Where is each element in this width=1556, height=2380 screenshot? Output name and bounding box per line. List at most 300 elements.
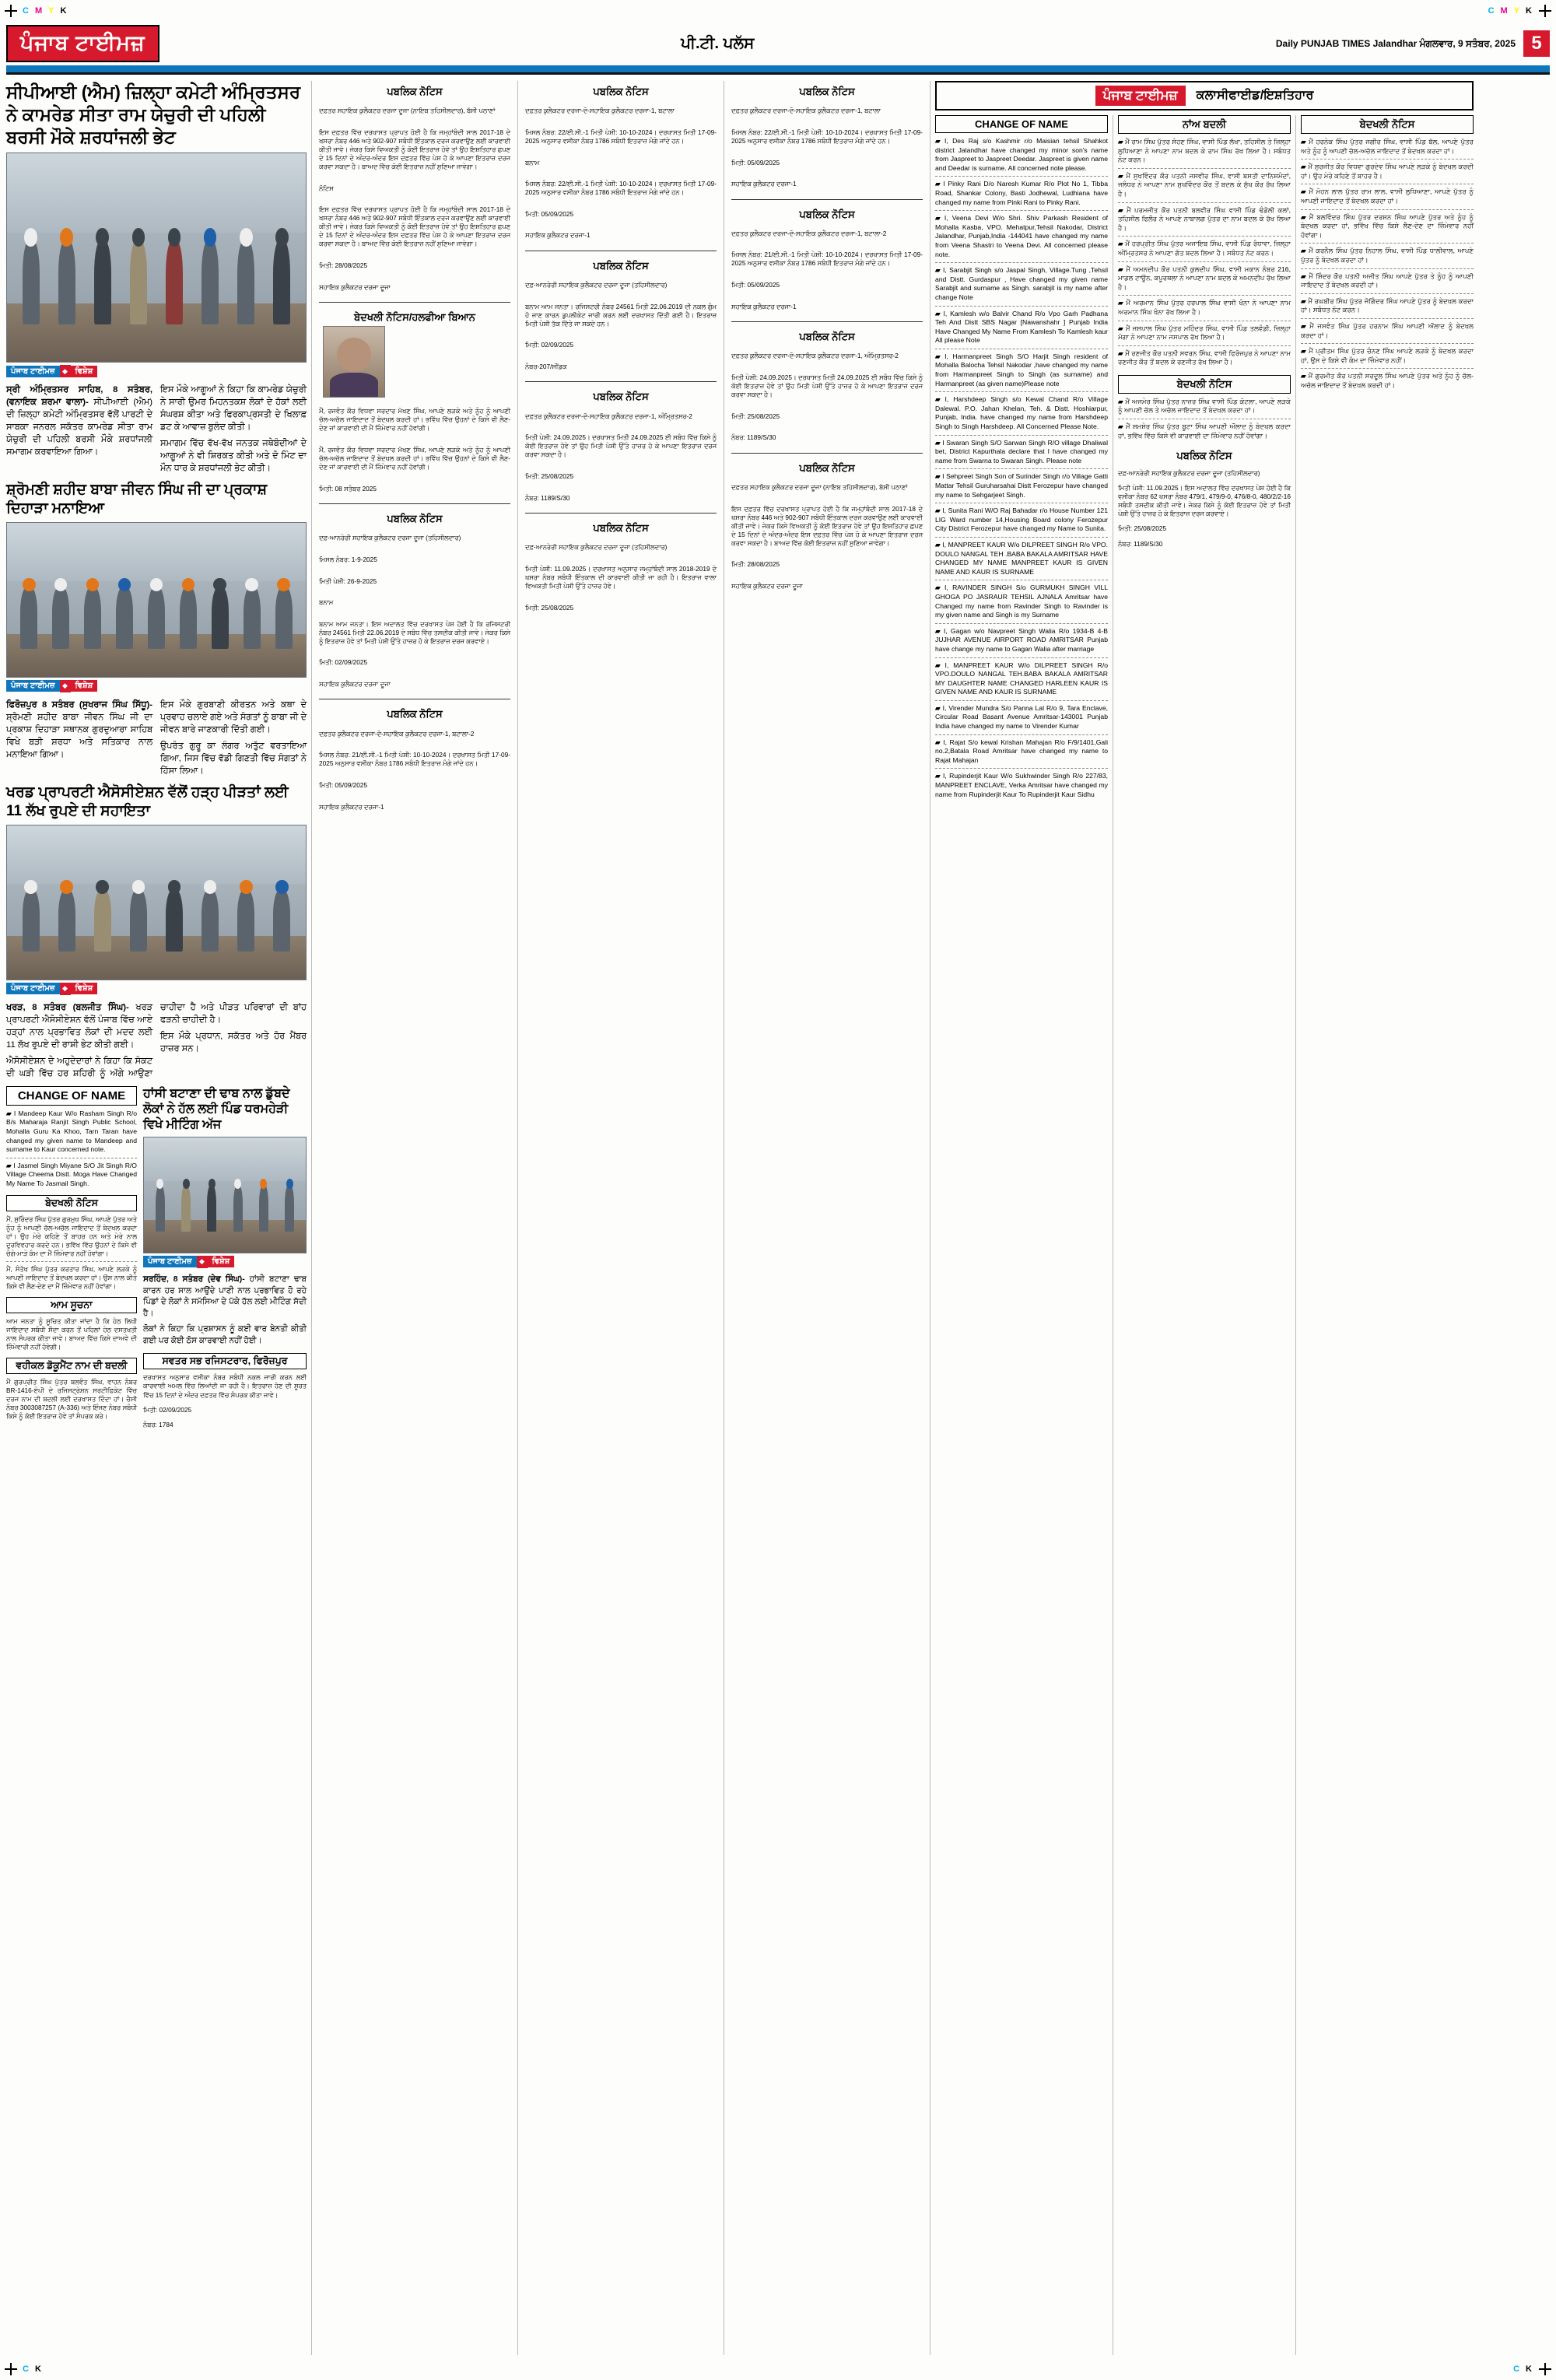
bullet-icon-n5: ▰ xyxy=(1117,265,1127,273)
con-item-3 xyxy=(935,214,1108,259)
bullet-icon-b1: ▰ xyxy=(1300,138,1309,145)
cmyk-k: K xyxy=(60,6,68,16)
con-item-7 xyxy=(935,395,1108,431)
pn-d-3-sign: ਨੰਬਰ: 1189/S/30 xyxy=(731,433,776,442)
edition-line: Daily PUNJAB TIMES Jalandhar ਮੰਗਲਵਾਰ, 9 ਸਤੰਬਰ, 2025 xyxy=(1275,37,1516,49)
pn-8-body: ਮਿਤੀ ਪੇਸ਼ੀ: 11.09.2025। ਦਰਖਾਸਤ ਅਨੁਸਾਰ ਜਮ੍ਹਾਂਬੰਦੀ ਸਾਲ 2018-2019 ਦੇ ਖਸਰਾ ਨੰਬਰ ਸਬੰਧੀ ਇੰਤਕਾਲ ਦੀ ਕਾਰਵਾਈ ਕੀਤੀ ਜਾ ਰਹੀ ਹੈ। ਇਤਰਾਜ਼ ਵਾਲਾ ਵਿਅਕਤੀ ਮਿਤੀ ਪੇਸ਼ੀ ਉੱਤੇ ਹਾਜ਼ਰ ਹੋਵੇ। xyxy=(525,564,717,590)
bd-text-5: ਮੈਂ ਕਰਨੈਲ ਸਿੰਘ ਪੁੱਤਰ ਨਿਹਾਲ ਸਿੰਘ, ਵਾਸੀ ਪਿੰਡ ਧਾਲੀਵਾਲ, ਆਪਣੇ ਪੁੱਤਰ ਨੂੰ ਬੇਦਖਲ ਕਰਦਾ ਹਾਂ। xyxy=(1300,247,1474,264)
pn-d-3-title: ਪਬਲਿਕ ਨੋਟਿਸ xyxy=(799,331,855,343)
bd-text-9: ਮੈਂ ਪ੍ਰੀਤਮ ਸਿੰਘ ਪੁੱਤਰ ਚੰਨਣ ਸਿੰਘ ਆਪਣੇ ਲੜਕੇ ਨੂੰ ਬੇਦਖਲ ਕਰਦਾ ਹਾਂ, ਉਸ ਦੇ ਕਿਸੇ ਵੀ ਕੰਮ ਦਾ ਜ਼ਿੰਮੇਵਾਰ ਨਹੀਂ। xyxy=(1300,347,1474,364)
article-para-2-3: ਉਪਰੰਤ ਗੁਰੂ ਕਾ ਲੰਗਰ ਅਤੁੱਟ ਵਰਤਾਇਆ ਗਿਆ, ਜਿਸ ਵਿੱਚ ਵੱਡੀ ਗਿਣਤੀ ਵਿੱਚ ਸੰਗਤਾਂ ਨੇ ਹਿੱਸਾ ਲਿਆ। xyxy=(160,741,307,776)
pn-2-item-2: ਮਿਤੀ ਪੇਸ਼ੀ: 26-9-2025 xyxy=(319,577,377,585)
bd-item-1 xyxy=(1301,138,1474,156)
cmyk-c: C xyxy=(23,6,30,16)
bd-text-2: ਮੈਂ ਸੁਰਜੀਤ ਕੌਰ ਵਿਧਵਾ ਗੁਰਦੇਵ ਸਿੰਘ ਆਪਣੇ ਲੜਕੇ ਨੂੰ ਬੇਦਖਲ ਕਰਦੀ ਹਾਂ। ਉਹ ਮੇਰੇ ਕਹਿਣੇ ਤੋਂ ਬਾਹਰ ਹੈ। xyxy=(1300,163,1474,180)
bm-text-1: ਮੈਂ ਅਜਮੇਰ ਸਿੰਘ ਪੁੱਤਰ ਨਾਜ਼ਰ ਸਿੰਘ ਵਾਸੀ ਪਿੰਡ ਕੋਟਲਾ, ਆਪਣੇ ਲੜਕੇ ਨੂੰ ਆਪਣੀ ਚੱਲ ਤੇ ਅਚੱਲ ਜਾਇਦਾਦ ਤੋਂ ਬੇਦਖਲ ਕਰਦਾ ਹਾਂ। xyxy=(1117,397,1291,415)
con-item-left-1 xyxy=(6,1109,137,1155)
con-item-11 xyxy=(935,541,1108,577)
pn-mid-date: ਮਿਤੀ: 25/08/2025 xyxy=(1117,524,1167,533)
pn-4-body-2: ਮੈਂ, ਰਜਵੰਤ ਕੌਰ ਵਿਧਵਾ ਸਰਦਾਰ ਮੱਖਣ ਸਿੰਘ, ਆਪਣੇ ਲੜਕੇ ਅਤੇ ਨੂੰਹ ਨੂੰ ਆਪਣੀ ਚੱਲ-ਅਚੱਲ ਜਾਇਦਾਦ ਤੋਂ ਬੇਦਖਲ ਕਰਦੀ ਹਾਂ। ਭਵਿੱਖ ਵਿੱਚ ਉਹਨਾਂ ਦੇ ਕਿਸੇ ਵੀ ਲੈਣ-ਦੇਣ ਜਾਂ ਕਾਰਵਾਈ ਦੀ ਮੈਂ ਜ਼ਿੰਮੇਵਾਰ ਨਹੀਂ ਹੋਵਾਂਗੀ। xyxy=(319,445,510,471)
pn-5-date: ਮਿਤੀ: 02/09/2025 xyxy=(525,341,574,349)
con-text-left-1: I Mandeep Kaur W/o Rasham Singh R/o B/s Maharaja Ranjit Singh Public School, Mohalla Guru Ka Khoo, Tarn Taran have changed my given name to Mandeep and surname to Kaur concerned note. xyxy=(6,1109,137,1154)
con-text-16: I, Rajat S/o kewal Krishan Mahajan R/o F/9/1401,Gali no.2,Batala Road Amritsar have changed my name to Rajat Mahajan xyxy=(935,738,1108,764)
notices-column-2 xyxy=(523,81,719,2355)
article-para-2-2: ਇਸ ਮੌਕੇ ਗੁਰਬਾਣੀ ਕੀਰਤਨ ਅਤੇ ਕਥਾ ਦੇ ਪ੍ਰਵਾਹ ਚਲਾਏ ਗਏ ਅਤੇ ਸੰਗਤਾਂ ਨੂੰ ਬਾਬਾ ਜੀ ਦੇ ਜੀਵਨ ਬਾਰੇ ਜਾਣਕਾਰੀ ਦਿੱਤੀ ਗਈ। xyxy=(160,699,307,735)
article-para-3-3: ਇਸ ਮੌਕੇ ਪ੍ਰਧਾਨ, ਸਕੱਤਰ ਅਤੇ ਹੋਰ ਮੈਂਬਰ ਹਾਜ਼ਰ ਸਨ। xyxy=(160,1031,307,1053)
pn-5-body: ਬਨਾਮ ਆਮ ਜਨਤਾ। ਰਜਿਸਟਰੀ ਨੰਬਰ 24561 ਮਿਤੀ 22.06.2019 ਦੀ ਨਕਲ ਗੁੰਮ ਹੋ ਜਾਣ ਕਾਰਨ ਡੁਪਲੀਕੇਟ ਜਾਰੀ ਕਰਨ ਲਈ ਦਰਖਾਸਤ ਦਿੱਤੀ ਗਈ ਹੈ। ਇਤਰਾਜ਼ ਮਿਤੀ ਪੇਸ਼ੀ ਤੱਕ ਦਿੱਤੇ ਜਾ ਸਕਦੇ ਹਨ। xyxy=(525,302,717,328)
newspaper-logo: ਪੰਜਾਬ ਟਾਈਮਜ਼ xyxy=(6,25,159,62)
pn-d-2-sign: ਸਹਾਇਕ ਕੁਲੈਕਟਰ ਦਰਜਾ-1 xyxy=(731,302,797,310)
article-dateline-2: ਫਿਰੋਜ਼ਪੁਰ 8 ਸਤੰਬਰ (ਸੁਖਰਾਜ ਸਿੰਘ ਸਿੱਧੂ)- xyxy=(6,699,152,710)
bd-text-8: ਮੈਂ ਜਸਵੰਤ ਸਿੰਘ ਪੁੱਤਰ ਹਰਨਾਮ ਸਿੰਘ ਆਪਣੀ ਔਲਾਦ ਨੂੰ ਬੇਦਖਲ ਕਰਦਾ ਹਾਂ। xyxy=(1300,321,1474,339)
bullet-icon-c6: ▰ xyxy=(935,352,945,360)
article-para-1-1: ਸੀਪੀਆਈ (ਐਮ) ਦੀ ਜ਼ਿਲ੍ਹਾ ਕਮੇਟੀ ਅੰਮ੍ਰਿਤਸਰ ਵੱਲੋਂ ਪਾਰਟੀ ਦੇ ਸਾਬਕਾ ਜਨਰਲ ਸਕੱਤਰ ਕਾਮਰੇਡ ਸੀਤਾ ਰਾਮ ਯੇਚੁਰੀ ਦੀ ਪਹਿਲੀ ਬਰਸੀ ਮੌਕੇ ਸ਼ਰਧਾਂਜਲੀ ਸਮਾਗਮ ਕਰਵਾਇਆ ਗਿਆ। xyxy=(6,398,152,457)
classified-banner xyxy=(935,81,1474,110)
crop-mark-icon xyxy=(5,5,17,17)
bedakhli-item-left-2: ਮੈਂ, ਸੰਤੋਖ ਸਿੰਘ ਪੁੱਤਰ ਕਰਤਾਰ ਸਿੰਘ, ਆਪਣੇ ਲੜਕੇ ਨੂੰ ਆਪਣੀ ਜਾਇਦਾਦ ਤੋਂ ਬੇਦਖਲ ਕਰਦਾ ਹਾਂ। ਉਸ ਨਾਲ ਕੀਤੇ ਕਿਸੇ ਵੀ ਲੈਣ-ਦੇਣ ਦਾ ਮੈਂ ਜ਼ਿੰਮੇਵਾਰ ਨਹੀਂ ਹੋਵਾਂਗਾ। xyxy=(6,1264,137,1290)
sep-15 xyxy=(935,734,1108,735)
con-text-5: I, Kamlesh w/o Balvir Chand R/o Vpo Garh Padhana Teh And Distt SBS Nagar [Nawanshahr ] Punjab India Have Changed My Name From Kamlesh To Kamlesh kaur All please Note xyxy=(935,309,1108,345)
sep-1 xyxy=(935,176,1108,177)
bd-item-7 xyxy=(1301,297,1474,315)
classified-col-english xyxy=(935,115,1108,2355)
bedakhli-heading-left: ਬੇਦਖਲੀ ਨੋਟਿਸ xyxy=(6,1195,137,1211)
pn-mid-ref: ਨੰਬਰ: 1189/S/30 xyxy=(1117,539,1163,548)
sep-7 xyxy=(935,435,1108,436)
pn-mid-subtitle: ਦਫ਼-ਆਨਰੇਰੀ ਸਹਾਇਕ ਕੁਲੈਕਟਰ ਦਰਜਾ ਦੂਜਾ (ਤਹਿਸੀਲਦਾਰ) xyxy=(1117,468,1260,477)
pn-3-sign: ਸਹਾਇਕ ਕੁਲੈਕਟਰ ਦਰਜਾ-1 xyxy=(525,231,591,240)
article-para-4-1: ਹਾਂਸੀ ਬਟਾਣਾ ਢਾਬ ਕਾਰਨ ਹਰ ਸਾਲ ਆਉਂਦੇ ਪਾਣੀ ਨਾਲ ਪ੍ਰਭਾਵਿਤ ਹੋ ਰਹੇ ਪਿੰਡਾਂ ਦੇ ਲੋਕਾਂ ਨੇ ਸਮੱਸਿਆ ਦੇ ਪੱਕੇ ਹੱਲ ਲਈ ਮੀਟਿੰਗ ਸੱਦੀ ਹੈ। xyxy=(143,1274,307,1319)
bd-text-1: ਮੈਂ ਹਰਨੇਕ ਸਿੰਘ ਪੁੱਤਰ ਜਗੀਰ ਸਿੰਘ, ਵਾਸੀ ਪਿੰਡ ਬੱਲ, ਆਪਣੇ ਪੁੱਤਰ ਅਤੇ ਨੂੰਹ ਨੂੰ ਆਪਣੀ ਚੱਲ-ਅਚੱਲ ਜਾਇਦਾਦ ਤੋਂ ਬੇਦਖਲ ਕਰਦਾ ਹਾਂ। xyxy=(1300,138,1474,155)
nb-text-4: ਮੈਂ ਹਰਪ੍ਰੀਤ ਸਿੰਘ ਪੁੱਤਰ ਅਜਾਇਬ ਸਿੰਘ, ਵਾਸੀ ਪਿੰਡ ਰੰਧਾਵਾ, ਜ਼ਿਲ੍ਹਾ ਅੰਮ੍ਰਿਤਸਰ ਨੇ ਆਪਣਾ ਗੋਤ ਬਦਲ ਲਿਆ ਹੈ। ਸਬੰਧਤ ਨੋਟ ਕਰਨ। xyxy=(1117,240,1291,257)
bullet-icon-n4: ▰ xyxy=(1117,240,1126,248)
bullet-icon-b2: ▰ xyxy=(1300,163,1309,171)
cmyk-marks-right xyxy=(1488,6,1534,16)
bullet-icon-b10: ▰ xyxy=(1300,372,1309,380)
pn-7-subtitle: ਦਫ਼ਤਰ ਕੁਲੈਕਟਰ ਦਰਜਾ-ਦੋ-ਸਹਾਇਕ ਕੁਲੈਕਟਰ ਦਰਜਾ-1, ਅੰਮ੍ਰਿਤਸਰ-2 xyxy=(525,412,692,420)
pn-d-1-subtitle: ਦਫ਼ਤਰ ਕੁਲੈਕਟਰ ਦਰਜਾ-ਦੋ-ਸਹਾਇਕ ਕੁਲੈਕਟਰ ਦਰਜਾ-1, ਬਟਾਲਾ xyxy=(731,107,881,115)
sep-13 xyxy=(935,657,1108,658)
bullet-icon-b3: ▰ xyxy=(1300,188,1309,196)
bullet-icon-bm2: ▰ xyxy=(1117,422,1126,431)
sep-6 xyxy=(935,391,1108,392)
pn-5-sign: ਨੰਬਰ-207/ਸੀਂਡਕ xyxy=(525,363,567,371)
con-text-2: I Pinky Rani D/o Naresh Kumar R/o Plot No 1, Tibba Road, Shankar Colony, Basti Jodhewal, Ludhiana have changed my name from Pinki Rani to Pinky Rani. xyxy=(935,180,1108,206)
article-para-3-2: ਐਸੋਸੀਏਸ਼ਨ ਦੇ ਅਹੁਦੇਦਾਰਾਂ ਨੇ ਕਿਹਾ ਕਿ ਸੰਕਟ ਦੀ ਘੜੀ ਵਿੱਚ ਹਰ ਸ਼ਹਿਰੀ ਨੂੰ ਅੱਗੇ ਆਉਣਾ ਚਾਹੀਦਾ ਹੈ ਅਤੇ ਪੀੜਤ ਪਰਿਵਾਰਾਂ ਦੀ ਬਾਂਹ ਫੜਨੀ ਚਾਹੀਦੀ ਹੈ। xyxy=(6,1002,307,1078)
con-text-1: I, Des Raj s/o Kashmir r/o Maisian tehsil Shahkot district Jalandhar have changed my minor son's name from Jaspreet to Jaspreet Deedar. Jaspreet is given name and Deedar is surname. All concerned note please. xyxy=(935,137,1108,172)
article-photo-1 xyxy=(6,152,307,363)
article-headline-4: ਹਾਂਸੀ ਬਟਾਣਾ ਦੀ ਢਾਬ ਨਾਲ ਡੁੱਬਦੇ ਲੋਕਾਂ ਨੇ ਹੱਲ ਲਈ ਪਿੰਡ ਧਰਮਹੇੜੀ ਵਿਖੇ ਮੀਟਿੰਗ ਅੱਜ xyxy=(143,1086,290,1131)
bullet-icon-c1: ▰ xyxy=(935,137,944,145)
classified-col-punjabi-name xyxy=(1118,115,1291,2355)
article-dateline-4: ਸਰਹਿੰਦ, 8 ਸਤੰਬਰ (ਦੇਵ ਸਿੰਘ)- xyxy=(143,1274,245,1284)
pn-4-date: ਮਿਤੀ: 08 ਸਤੰਬਰ 2025 xyxy=(319,484,377,492)
pn-d-1-date: ਮਿਤੀ: 05/09/2025 xyxy=(731,158,780,166)
bedakhli-item-left-1: ਮੈਂ, ਸੁਰਿੰਦਰ ਸਿੰਘ ਪੁੱਤਰ ਗੁਰਮੁਖ ਸਿੰਘ, ਆਪਣੇ ਪੁੱਤਰ ਅਤੇ ਨੂੰਹ ਨੂੰ ਆਪਣੀ ਚੱਲ-ਅਚੱਲ ਜਾਇਦਾਦ ਤੋਂ ਬੇਦਖਲ ਕਰਦਾ ਹਾਂ। ਉਹ ਮੇਰੇ ਕਹਿਣੇ ਤੋਂ ਬਾਹਰ ਹਨ ਅਤੇ ਮੇਰੇ ਨਾਲ ਦੁਰਵਿਵਹਾਰ ਕਰਦੇ ਹਨ। ਭਵਿੱਖ ਵਿੱਚ ਉਹਨਾਂ ਦੇ ਕਿਸੇ ਵੀ ਚੰਗੇ-ਮਾੜੇ ਕੰਮ ਦਾ ਮੈਂ ਜ਼ਿੰਮੇਵਾਰ ਨਹੀਂ ਹੋਵਾਂਗਾ। xyxy=(6,1215,137,1257)
bd-text-4: ਮੈਂ ਬਲਵਿੰਦਰ ਸਿੰਘ ਪੁੱਤਰ ਦਰਸ਼ਨ ਸਿੰਘ ਆਪਣੇ ਪੁੱਤਰ ਅਤੇ ਨੂੰਹ ਨੂੰ ਬੇਦਖਲ ਕਰਦਾ ਹਾਂ, ਭਵਿੱਖ ਵਿੱਚ ਕਿਸੇ ਲੈਣ-ਦੇਣ ਦਾ ਜ਼ਿੰਮੇਵਾਰ ਨਹੀਂ ਹੋਵਾਂਗਾ। xyxy=(1300,212,1474,239)
bm-item-2 xyxy=(1118,422,1291,440)
con-text-12: I, RAVINDER SINGH S/o GURMUKH SINGH VILL GHOGA PO JASRAUR TEHSIL AJNALA Amritsar have Changed my name from Ravinder Singh to Ravinder is my given name and Singh is my Surname xyxy=(935,584,1109,619)
divider-d1 xyxy=(731,199,923,200)
con-item-12 xyxy=(935,584,1108,619)
bullet-icon-c4: ▰ xyxy=(935,266,944,275)
article-photo-2 xyxy=(6,522,307,678)
article-photo-4 xyxy=(143,1137,307,1253)
pn-d-4-title: ਪਬਲਿਕ ਨੋਟਿਸ xyxy=(799,461,855,474)
bsep-4 xyxy=(1301,243,1474,244)
nb-text-2: ਮੈਂ ਸੁਖਵਿੰਦਰ ਕੌਰ ਪਤਨੀ ਜਸਵੀਰ ਸਿੰਘ, ਵਾਸੀ ਬਸਤੀ ਦਾਨਿਸ਼ਮੰਦਾਂ, ਜਲੰਧਰ ਨੇ ਆਪਣਾ ਨਾਮ ਸੁਖਵਿੰਦਰ ਕੌਰ ਤੋਂ ਬਦਲ ਕੇ ਸੁੱਖ ਕੌਰ ਰੱਖ ਲਿਆ ਹੈ। xyxy=(1117,171,1291,198)
pn-2-label: ਬਨਾਮ xyxy=(319,598,334,607)
article-dateline-1: ਸ੍ਰੀ ਅੰਮ੍ਰਿਤਸਰ ਸਾਹਿਬ, 8 ਸਤੰਬਰ, (ਵਨਾਇਕ ਸ਼ਰਮਾ ਵਾਲਾ)- xyxy=(6,385,152,408)
pn-d-2-subtitle: ਦਫ਼ਤਰ ਕੁਲੈਕਟਰ ਦਰਜਾ-ਦੋ-ਸਹਾਇਕ ਕੁਲੈਕਟਰ ਦਰਜਾ-1, ਬਟਾਲਾ-2 xyxy=(731,229,887,237)
pn-3-label: ਬਨਾਮ xyxy=(525,158,540,166)
bd-text-10: ਮੈਂ ਗੁਰਮੀਤ ਕੌਰ ਪਤਨੀ ਸਰਦੂਲ ਸਿੰਘ ਆਪਣੇ ਪੁੱਤਰ ਅਤੇ ਨੂੰਹ ਨੂੰ ਚੱਲ-ਅਚੱਲ ਜਾਇਦਾਦ ਤੋਂ ਬੇਦਖਲ ਕਰਦੀ ਹਾਂ। xyxy=(1300,372,1474,389)
bullet-icon-c17: ▰ xyxy=(935,772,944,780)
con-item-15 xyxy=(935,704,1108,731)
bd-text-3: ਮੈਂ ਮੋਹਨ ਲਾਲ ਪੁੱਤਰ ਰਾਮ ਲਾਲ, ਵਾਸੀ ਲੁਧਿਆਣਾ, ਆਪਣੇ ਪੁੱਤਰ ਨੂੰ ਆਪਣੀ ਜਾਇਦਾਦ ਤੋਂ ਬੇਦਖਲ ਕਰਦਾ ਹਾਂ। xyxy=(1300,188,1474,205)
article-headline-2: ਸ਼੍ਰੋਮਣੀ ਸ਼ਹੀਦ ਬਾਬਾ ਜੀਵਨ ਸਿੰਘ ਜੀ ਦਾ ਪ੍ਰਕਾਸ਼ ਦਿਹਾੜਾ ਮਨਾਇਆ xyxy=(6,482,268,517)
con-text-8: I Swaran Singh S/O Sarwan Singh R/O village Dhaliwal bet, District Kapurthala declare that I have changed my name from Swarna to Swaran Singh. Please note xyxy=(935,438,1108,464)
bd-item-10 xyxy=(1301,372,1474,390)
cmyk-m-r: M xyxy=(1500,6,1509,16)
sub-registrar-heading: ਸਵਤਰ ਸਭ ਰਜਿਸਟਰਾਰ, ਫਿਰੋਜ਼ਪੁਰ xyxy=(143,1353,307,1369)
naam-badli-heading: ਨਾਂਅ ਬਦਲੀ xyxy=(1118,115,1291,134)
aam-soochna-body: ਆਮ ਜਨਤਾ ਨੂੰ ਸੂਚਿਤ ਕੀਤਾ ਜਾਂਦਾ ਹੈ ਕਿ ਹੇਠ ਲਿਖੀ ਜਾਇਦਾਦ ਸਬੰਧੀ ਸੌਦਾ ਕਰਨ ਤੋਂ ਪਹਿਲਾਂ ਹੇਠ ਦਸਤਖਤੀ ਨਾਲ ਸੰਪਰਕ ਕੀਤਾ ਜਾਵੇ। ਬਾਅਦ ਵਿੱਚ ਕਿਸੇ ਦਾਅਵੇ ਦੀ ਜ਼ਿੰਮੇਵਾਰੀ ਨਹੀਂ ਹੋਵੇਗੀ। xyxy=(6,1316,137,1351)
nsep-3 xyxy=(1118,236,1291,237)
pn-6-title: ਪਬਲਿਕ ਨੋਟਿਸ xyxy=(387,708,443,720)
masthead-blue-rule xyxy=(6,65,1550,72)
bedakhli-heading: ਬੇਦਖਲੀ ਨੋਟਿਸ xyxy=(1301,115,1474,134)
pn-2-sign: ਸਹਾਇਕ ਕੁਲੈਕਟਰ ਦਰਜਾ ਦੂਜਾ xyxy=(319,680,391,689)
photo-credit-3 xyxy=(6,983,307,995)
cmyk-k-r: K xyxy=(1526,6,1533,16)
cmyk-y-r: Y xyxy=(1513,6,1522,16)
sep-3 xyxy=(935,262,1108,263)
bullet-icon-b8: ▰ xyxy=(1300,321,1310,330)
nb-item-7 xyxy=(1118,324,1291,342)
nb-text-7: ਮੈਂ ਜਸਪਾਲ ਸਿੰਘ ਪੁੱਤਰ ਮਹਿੰਦਰ ਸਿੰਘ, ਵਾਸੀ ਪਿੰਡ ਤਲਵੰਡੀ, ਜ਼ਿਲ੍ਹਾ ਮੋਗਾ ਨੇ ਆਪਣਾ ਨਾਮ ਜਸਪਾਲ ਰੱਖ ਲਿਆ ਹੈ। xyxy=(1117,324,1291,342)
bullet-icon-2: ▰ xyxy=(6,1161,14,1169)
sep-4 xyxy=(935,306,1108,307)
article-body-2 xyxy=(6,699,307,777)
bullet-icon-c10: ▰ xyxy=(935,506,943,515)
pn-1-body-extra: ਇਸ ਦਫ਼ਤਰ ਵਿੱਚ ਦਰਖਾਸਤ ਪ੍ਰਾਪਤ ਹੋਈ ਹੈ ਕਿ ਜਮ੍ਹਾਂਬੰਦੀ ਸਾਲ 2017-18 ਦੇ ਖਸਰਾ ਨੰਬਰ 446 ਅਤੇ 902-907 ਸਬੰਧੀ ਇੰਤਕਾਲ ਦਰਜ ਕਰਵਾਉਣ ਲਈ ਕਾਰਵਾਈ ਕੀਤੀ ਜਾਵੇ। ਜੇਕਰ ਕਿਸੇ ਵਿਅਕਤੀ ਨੂੰ ਕੋਈ ਇਤਰਾਜ਼ ਹੋਵੇ ਤਾਂ ਉਹ ਇਸ਼ਤਿਹਾਰ ਛਪਣ ਦੇ 15 ਦਿਨਾਂ ਦੇ ਅੰਦਰ-ਅੰਦਰ ਇਸ ਦਫ਼ਤਰ ਵਿੱਚ ਪੇਸ਼ ਹੋ ਕੇ ਆਪਣਾ ਇਤਰਾਜ਼ ਦਰਜ ਕਰਵਾ ਸਕਦਾ ਹੈ। ਬਾਅਦ ਵਿੱਚ ਕੋਈ ਇਤਰਾਜ਼ ਨਹੀਂ ਸੁਣਿਆ ਜਾਵੇਗਾ। xyxy=(319,205,510,248)
con-text-4: I, Sarabjit Singh s/o Jaspal Singh, Village.Tung ,Tehsil and Distt. Gurdaspur , Have changed my given name Sarabjit and surname as Singh. sarabjit is my name after change Note xyxy=(935,266,1109,301)
pn-5-subtitle: ਦਫ਼-ਆਨਰੇਰੀ ਸਹਾਇਕ ਕੁਲੈਕਟਰ ਦਰਜਾ ਦੂਜਾ (ਤਹਿਸੀਲਦਾਰ) xyxy=(525,281,668,289)
sep-2 xyxy=(935,210,1108,211)
nb-text-5: ਮੈਂ ਅਮਨਦੀਪ ਕੌਰ ਪਤਨੀ ਕੁਲਦੀਪ ਸਿੰਘ, ਵਾਸੀ ਮਕਾਨ ਨੰਬਰ 216, ਮਾਡਲ ਟਾਊਨ, ਕਪੂਰਥਲਾ ਨੇ ਆਪਣਾ ਨਾਮ ਬਦਲ ਕੇ ਅਮਨਦੀਪ ਰੱਖ ਲਿਆ ਹੈ। xyxy=(1117,265,1291,291)
notices-column-3 xyxy=(729,81,925,2355)
nb-item-5 xyxy=(1118,265,1291,293)
registration-bar-bottom xyxy=(0,2358,1556,2380)
con-item-5 xyxy=(935,310,1108,345)
pn-3-body-2: ਮਿਸਲ ਨੰਬਰ: 22/ਈ.ਸੀ.-1 ਮਿਤੀ ਪੇਸ਼ੀ: 10-10-2024। ਦਰਖਾਸਤ ਮਿਤੀ 17-09-2025 ਅਨੁਸਾਰ ਵਸੀਕਾ ਨੰਬਰ 1786 ਸਬੰਧੀ ਇਤਰਾਜ਼ ਮੰਗੇ ਜਾਂਦੇ ਹਨ। xyxy=(525,180,717,197)
con-text-7: I, Harshdeep Singh s/o Kewal Chand R/o Village Dalewal. P.O. Jahan Khelan, Teh. & Distt. Hoshiarpur, Punjab, India. have changed my name from Harshdeep Singh to Singh Harshdeep. All Concerned Please Note. xyxy=(935,395,1108,431)
nb-text-8: ਮੈਂ ਰਣਜੀਤ ਕੌਰ ਪਤਨੀ ਸਵਰਨ ਸਿੰਘ, ਵਾਸੀ ਫਿਰੋਜ਼ਪੁਰ ਨੇ ਆਪਣਾ ਨਾਮ ਰਣਜੀਤ ਕੌਰ ਤੋਂ ਬਦਲ ਕੇ ਰਣਜੀਤ ਰੱਖ ਲਿਆ ਹੈ। xyxy=(1117,349,1291,366)
bsep-8 xyxy=(1301,343,1474,344)
pn-d-4-sign: ਸਹਾਇਕ ਕੁਲੈਕਟਰ ਦਰਜਾ ਦੂਜਾ xyxy=(731,581,803,590)
bm-text-2: ਮੈਂ ਸ਼ਮਸ਼ੇਰ ਸਿੰਘ ਪੁੱਤਰ ਬੂਟਾ ਸਿੰਘ ਆਪਣੀ ਔਲਾਦ ਨੂੰ ਬੇਦਖਲ ਕਰਦਾ ਹਾਂ, ਭਵਿੱਖ ਵਿੱਚ ਕਿਸੇ ਵੀ ਕਾਰਵਾਈ ਦਾ ਜ਼ਿੰਮੇਵਾਰ ਨਹੀਂ ਹੋਵਾਂਗਾ। xyxy=(1117,422,1291,440)
bullet-icon-c2: ▰ xyxy=(935,180,944,188)
con-text-11: I, MANPREET KAUR W/o DILPREET SINGH R/o VPO. DOULO NANGAL TEH .BABA BAKALA AMRITSAR HAVE CHANGED MY NAME MANPREET KAUR IS GIVEN NAME AND KAUR IS SURNAME xyxy=(935,540,1108,576)
photo-credit-4 xyxy=(143,1256,307,1268)
bullet-icon-b9: ▰ xyxy=(1300,347,1309,356)
con-item-14 xyxy=(935,661,1108,697)
column-rule-2 xyxy=(517,81,518,2355)
article-para-3-1: ਖਰੜ ਪ੍ਰਾਪਰਟੀ ਐਸੋਸੀਏਸ਼ਨ ਵੱਲੋਂ ਪੰਜਾਬ ਵਿੱਚ ਆਏ ਹੜ੍ਹਾਂ ਨਾਲ ਪ੍ਰਭਾਵਿਤ ਲੋਕਾਂ ਦੀ ਮਦਦ ਲਈ 11 ਲੱਖ ਰੁਪਏ ਦੀ ਰਾਸ਼ੀ ਭੇਟ ਕੀਤੀ ਗਈ। xyxy=(6,1002,153,1050)
article-body-4 xyxy=(143,1274,307,1348)
con-item-left-2 xyxy=(6,1162,137,1189)
nb-item-2 xyxy=(1118,172,1291,199)
pn-mid-title: ਪਬਲਿਕ ਨੋਟਿਸ xyxy=(1176,450,1232,462)
bullet-icon-b4: ▰ xyxy=(1300,212,1309,221)
sub-registrar-body: ਦਰਖਾਸਤ ਅਨੁਸਾਰ ਵਸੀਕਾ ਨੰਬਰ ਸਬੰਧੀ ਨਕਲ ਜਾਰੀ ਕਰਨ ਲਈ ਕਾਰਵਾਈ ਅਮਲ ਵਿੱਚ ਲਿਆਂਦੀ ਜਾ ਰਹੀ ਹੈ। ਇਤਰਾਜ਼ ਹੋਣ ਦੀ ਸੂਰਤ ਵਿੱਚ 15 ਦਿਨਾਂ ਦੇ ਅੰਦਰ ਦਫ਼ਤਰ ਵਿੱਚ ਸੰਪਰਕ ਕੀਤਾ ਜਾਵੇ। xyxy=(143,1373,307,1399)
nb-item-3 xyxy=(1118,206,1291,233)
masthead xyxy=(6,23,1550,64)
nsep-7 xyxy=(1118,345,1291,346)
bullet-icon-b5: ▰ xyxy=(1300,247,1309,255)
sep-14 xyxy=(935,700,1108,701)
bullet-icon-c3: ▰ xyxy=(935,214,944,223)
nb-item-8 xyxy=(1118,349,1291,367)
article-para-1-2: ਇਸ ਮੌਕੇ ਆਗੂਆਂ ਨੇ ਕਿਹਾ ਕਿ ਕਾਮਰੇਡ ਯੇਚੁਰੀ ਨੇ ਸਾਰੀ ਉਮਰ ਮਿਹਨਤਕਸ਼ ਲੋਕਾਂ ਦੇ ਹੱਕਾਂ ਲਈ ਸੰਘਰਸ਼ ਕੀਤਾ ਅਤੇ ਫਿਰਕਾਪ੍ਰਸਤੀ ਦੇ ਖਿਲਾਫ਼ ਡਟ ਕੇ ਆਵਾਜ਼ ਬੁਲੰਦ ਕੀਤੀ। xyxy=(160,385,307,433)
masthead-black-rule xyxy=(6,72,1550,75)
credit-name-2: ਵਿਸ਼ੇਸ਼ xyxy=(71,680,98,692)
nb-item-4 xyxy=(1118,240,1291,258)
bullet-icon-c14: ▰ xyxy=(935,661,945,669)
con-text-left-2: I Jasmel Singh Miyane S/O Jit Singh R/O Village Cheema Distt. Moga Have Changed My Name To Jasmail Singh. xyxy=(6,1161,137,1187)
nsep-1 xyxy=(1118,168,1291,169)
pn-4-body: ਮੈਂ, ਰਜਵੰਤ ਕੌਰ ਵਿਧਵਾ ਸਰਦਾਰ ਮੱਖਣ ਸਿੰਘ, ਆਪਣੇ ਲੜਕੇ ਅਤੇ ਨੂੰਹ ਨੂੰ ਆਪਣੀ ਚੱਲ-ਅਚੱਲ ਜਾਇਦਾਦ ਤੋਂ ਬੇਦਖਲ ਕਰਦੀ ਹਾਂ। ਭਵਿੱਖ ਵਿੱਚ ਉਹਨਾਂ ਦੇ ਕਿਸੇ ਵੀ ਲੈਣ-ਦੇਣ ਜਾਂ ਕਾਰਵਾਈ ਦੀ ਮੈਂ ਜ਼ਿੰਮੇਵਾਰ ਨਹੀਂ ਹੋਵਾਂਗੀ। xyxy=(319,407,510,433)
bd-item-5 xyxy=(1301,247,1474,265)
pn-7-body: ਮਿਤੀ ਪੇਸ਼ੀ: 24.09.2025। ਦਰਖਾਸਤ ਮਿਤੀ 24.09.2025 ਈ ਸਬੰਧ ਵਿੱਚ ਕਿਸੇ ਨੂੰ ਕੋਈ ਇਤਰਾਜ਼ ਹੋਵੇ ਤਾਂ ਉਹ ਮਿਤੀ ਪੇਸ਼ੀ ਉੱਤੇ ਹਾਜ਼ਰ ਹੋ ਕੇ ਆਪਣਾ ਇਤਰਾਜ਼ ਦਰਜ ਕਰਵਾ ਸਕਦਾ ਹੈ। xyxy=(525,433,717,459)
pn-8-subtitle: ਦਫ਼-ਆਨਰੇਰੀ ਸਹਾਇਕ ਕੁਲੈਕਟਰ ਦਰਜਾ ਦੂਜਾ (ਤਹਿਸੀਲਦਾਰ) xyxy=(525,543,668,552)
cmyk-c-r: C xyxy=(1488,6,1496,16)
masthead-edition-info xyxy=(1276,30,1550,57)
pn-2-subtitle: ਦਫ਼-ਆਨਰੇਰੀ ਸਹਾਇਕ ਕੁਲੈਕਟਰ ਦਰਜਾ ਦੂਜਾ (ਤਹਿਸੀਲਦਾਰ) xyxy=(319,534,461,542)
bullet-icon-b7: ▰ xyxy=(1300,296,1309,305)
pn-5-title: ਪਬਲਿਕ ਨੋਟਿਸ xyxy=(593,259,649,272)
con-item-6 xyxy=(935,352,1108,388)
bd-item-8 xyxy=(1301,322,1474,340)
pn-2-body: ਬਨਾਮ ਆਮ ਜਨਤਾ। ਇਸ ਅਦਾਲਤ ਵਿੱਚ ਦਰਖਾਸਤ ਪੇਸ਼ ਹੋਈ ਹੈ ਕਿ ਰਜਿਸਟਰੀ ਨੰਬਰ 24561 ਮਿਤੀ 22.06.2019 ਦੇ ਸਬੰਧ ਵਿੱਚ ਤਸਦੀਕ ਕੀਤੀ ਜਾਵੇ। ਜੇਕਰ ਕਿਸੇ ਨੂੰ ਇਤਰਾਜ਼ ਹੋਵੇ ਤਾਂ ਮਿਤੀ ਪੇਸ਼ੀ ਉੱਤੇ ਹਾਜ਼ਰ ਹੋ ਕੇ ਇਤਰਾਜ਼ ਦਰਜ ਕਰਵਾਏ। xyxy=(319,619,510,645)
bullet-icon-n7: ▰ xyxy=(1117,324,1126,332)
pn-1-sign: ਸਹਾਇਕ ਕੁਲੈਕਟਰ ਦਰਜਾ ਦੂਜਾ xyxy=(319,282,391,291)
con-text-14: I, MANPREET KAUR W/o DILPREET SINGH R/o VPO.DOULO NANGAL TEH.BABA BAKALA AMRITSAR MY DAUGHTER NAME CHANGED HARLEEN KAUR IS GIVEN NAME AND KAUR IS SURNAME xyxy=(935,661,1108,696)
pn-2-date: ਮਿਤੀ: 02/09/2025 xyxy=(319,658,368,667)
crop-mark-icon-right xyxy=(1539,5,1551,17)
bd-item-6 xyxy=(1301,272,1474,290)
divider-pn4 xyxy=(319,503,510,504)
bullet-icon-n6: ▰ xyxy=(1117,299,1127,307)
divider-pn7 xyxy=(525,513,717,514)
cmyk-m: M xyxy=(34,6,44,16)
article-body-1 xyxy=(6,384,307,475)
bullet-icon-c7: ▰ xyxy=(935,395,945,404)
con-text-17: I, Rupinderjit Kaur W/o Sukhwinder Singh R/o 227/83, MANPREET ENCLAVE, Verka Amritsar have changed my name from Rupinderjit Kaur To Rupinderjit Kaur Sidhu xyxy=(935,772,1108,798)
pn-d-3-body: ਮਿਤੀ ਪੇਸ਼ੀ: 24.09.2025। ਦਰਖਾਸਤ ਮਿਤੀ 24.09.2025 ਈ ਸਬੰਧ ਵਿੱਚ ਕਿਸੇ ਨੂੰ ਕੋਈ ਇਤਰਾਜ਼ ਹੋਵੇ ਤਾਂ ਉਹ ਮਿਤੀ ਪੇਸ਼ੀ ਉੱਤੇ ਹਾਜ਼ਰ ਹੋ ਕੇ ਆਪਣਾ ਇਤਰਾਜ਼ ਦਰਜ ਕਰਵਾ ਸਕਦਾ ਹੈ। xyxy=(731,373,923,399)
pn-mid-body: ਮਿਤੀ ਪੇਸ਼ੀ: 11.09.2025। ਇਸ ਅਦਾਲਤ ਵਿੱਚ ਦਰਖਾਸਤ ਪੇਸ਼ ਹੋਈ ਹੈ ਕਿ ਵਸੀਕਾ ਨੰਬਰ 62 ਖਸਰਾ ਨੰਬਰ 479/1, 479/9-0, 476/8-0, 480/2/2-16 ਸਬੰਧੀ ਤਸਦੀਕ ਕੀਤੀ ਜਾਵੇ। ਜੇਕਰ ਕਿਸੇ ਨੂੰ ਕੋਈ ਇਤਰਾਜ਼ ਹੋਵੇ ਤਾਂ ਮਿਤੀ ਪੇਸ਼ੀ ਉੱਤੇ ਹਾਜ਼ਰ ਹੋ ਕੇ ਇਤਰਾਜ਼ ਦਰਜ ਕਰਵਾਏ। xyxy=(1117,483,1291,517)
cmyk-k-bl: K xyxy=(34,2364,43,2374)
divider-pn1 xyxy=(319,302,510,303)
credit-name: ਵਿਸ਼ੇਸ਼ xyxy=(71,366,98,377)
credit-logo-4: ਪੰਜਾਬ ਟਾਈਮਜ਼ xyxy=(143,1256,197,1267)
nsep-2 xyxy=(1118,202,1291,203)
pn-4-title: ਬੇਦਖਲੀ ਨੋਟਿਸ/ਹਲਫੀਆ ਬਿਆਨ xyxy=(354,311,475,323)
masthead-section-title: ਪੀ.ਟੀ. ਪਲੱਸ xyxy=(681,34,755,52)
bullet-icon-n1: ▰ xyxy=(1117,138,1126,145)
bd-text-7: ਮੈਂ ਰਘਬੀਰ ਸਿੰਘ ਪੁੱਤਰ ਜੋਗਿੰਦਰ ਸਿੰਘ ਆਪਣੇ ਪੁੱਤਰ ਨੂੰ ਬੇਦਖਲ ਕਰਦਾ ਹਾਂ। ਸਬੰਧਤ ਨੋਟ ਕਰਨ। xyxy=(1300,296,1474,314)
article-photo-3 xyxy=(6,825,307,980)
photo-credit-1 xyxy=(6,365,307,377)
bullet-icon-c13: ▰ xyxy=(935,626,944,635)
page-content xyxy=(6,81,1550,2355)
change-of-name-heading-left: CHANGE OF NAME xyxy=(6,1086,137,1106)
credit-name-4: ਵਿਸ਼ੇਸ਼ xyxy=(208,1256,235,1267)
con-text-6: I, Harmanpreet Singh S/O Harjit Singh resident of Mohalla Balocha Tehsil Nakodar ,have changed my name from Harmanpreet Singh to Singh (as surname) and Harmanpreet (as given name)Please note xyxy=(935,352,1109,387)
credit-sep-icon-4: ◆ xyxy=(197,1256,208,1268)
credit-name-3: ਵਿਸ਼ੇਸ਼ xyxy=(71,983,98,994)
bd-item-4 xyxy=(1301,213,1474,240)
article-para-1-3: ਸਮਾਗਮ ਵਿੱਚ ਵੱਖ-ਵੱਖ ਜਨਤਕ ਜਥੇਬੰਦੀਆਂ ਦੇ ਆਗੂਆਂ ਨੇ ਵੀ ਸ਼ਿਰਕਤ ਕੀਤੀ ਅਤੇ ਦੋ ਮਿੰਟ ਦਾ ਮੌਨ ਧਾਰ ਕੇ ਸ਼ਰਧਾਂਜਲੀ ਭੇਟ ਕੀਤੀ। xyxy=(160,439,307,474)
bullet-icon-c16: ▰ xyxy=(935,738,944,746)
classified-col-bedakhli xyxy=(1301,115,1474,2355)
sep-16 xyxy=(935,768,1108,769)
affidavit-photo xyxy=(323,326,385,398)
pn-d-4-body: ਇਸ ਦਫ਼ਤਰ ਵਿੱਚ ਦਰਖਾਸਤ ਪ੍ਰਾਪਤ ਹੋਈ ਹੈ ਕਿ ਜਮ੍ਹਾਂਬੰਦੀ ਸਾਲ 2017-18 ਦੇ ਖਸਰਾ ਨੰਬਰ 446 ਅਤੇ 902-907 ਸਬੰਧੀ ਇੰਤਕਾਲ ਦਰਜ ਕਰਵਾਉਣ ਲਈ ਕਾਰਵਾਈ ਕੀਤੀ ਜਾਵੇ। ਜੇਕਰ ਕਿਸੇ ਵਿਅਕਤੀ ਨੂੰ ਕੋਈ ਇਤਰਾਜ਼ ਹੋਵੇ ਤਾਂ ਉਹ ਇਸ਼ਤਿਹਾਰ ਛਪਣ ਦੇ 15 ਦਿਨਾਂ ਦੇ ਅੰਦਰ-ਅੰਦਰ ਇਸ ਦਫ਼ਤਰ ਵਿੱਚ ਪੇਸ਼ ਹੋ ਕੇ ਆਪਣਾ ਇਤਰਾਜ਼ ਦਰਜ ਕਰਵਾ ਸਕਦਾ ਹੈ। ਬਾਅਦ ਵਿੱਚ ਕੋਈ ਇਤਰਾਜ਼ ਨਹੀਂ ਸੁਣਿਆ ਜਾਵੇਗਾ। xyxy=(731,504,923,547)
bd-item-9 xyxy=(1301,347,1474,365)
bm-item-1 xyxy=(1118,398,1291,415)
bsep-6 xyxy=(1301,293,1474,294)
column-rule-6 xyxy=(1295,115,1296,2355)
pn-1-subtitle: ਦਫ਼ਤਰ ਸਹਾਇਕ ਕੁਲੈਕਟਰ ਦਰਜਾ ਦੂਜਾ (ਨਾਇਬ ਤਹਿਸੀਲਦਾਰ), ਬੱਸੀ ਪਠਾਣਾਂ xyxy=(319,107,496,115)
sub-registrar-date: ਮਿਤੀ: 02/09/2025 xyxy=(143,1405,192,1414)
credit-sep-icon-3: ◆ xyxy=(60,983,71,995)
pn-1-label-notice: ਨੋਟਿਸ xyxy=(319,184,334,192)
sep-12 xyxy=(935,623,1108,624)
pn-d-4-subtitle: ਦਫ਼ਤਰ ਸਹਾਇਕ ਕੁਲੈਕਟਰ ਦਰਜਾ ਦੂਜਾ (ਨਾਇਬ ਤਹਿਸੀਲਦਾਰ), ਬੱਸੀ ਪਠਾਣਾਂ xyxy=(731,482,908,491)
bullet-icon-c8: ▰ xyxy=(935,438,943,447)
crop-mark-icon-bl xyxy=(5,2363,17,2375)
con-text-3: I, Veena Devi W/o Shri. Shiv Parkash Resident of Mohalla Kasba, VPO. Mehatpur,Tehsil Nakodar, District Jalandhar, Punjab,India -144041 have changed my name from Veena Shastri to Veena Devi. All concerned please note. xyxy=(935,214,1108,258)
sep-8 xyxy=(935,468,1108,469)
credit-sep-icon-2: ◆ xyxy=(60,680,71,692)
classified-section xyxy=(935,81,1474,2355)
pn-2-title: ਪਬਲਿਕ ਨੋਟਿਸ xyxy=(387,513,443,524)
cmyk-y: Y xyxy=(48,6,56,16)
pn-d-1-title: ਪਬਲਿਕ ਨੋਟਿਸ xyxy=(799,86,855,97)
con-item-10 xyxy=(935,506,1108,534)
page-number: 5 xyxy=(1523,30,1550,57)
article-body-3 xyxy=(6,1001,307,1080)
article-para-2-1: ਸ਼੍ਰੋਮਣੀ ਸ਼ਹੀਦ ਬਾਬਾ ਜੀਵਨ ਸਿੰਘ ਜੀ ਦਾ ਪ੍ਰਕਾਸ਼ ਦਿਹਾੜਾ ਸਥਾਨਕ ਗੁਰਦੁਆਰਾ ਸਾਹਿਬ ਵਿਖੇ ਬੜੀ ਸ਼ਰਧਾ ਅਤੇ ਸਤਿਕਾਰ ਨਾਲ ਮਨਾਇਆ ਗਿਆ। xyxy=(6,713,152,760)
con-item-8 xyxy=(935,439,1108,466)
bullet-icon-c12: ▰ xyxy=(935,584,944,592)
bullet-icon-bm1: ▰ xyxy=(1117,397,1126,405)
bullet-icon-b6: ▰ xyxy=(1300,272,1309,280)
pn-3-date: ਮਿਤੀ: 05/09/2025 xyxy=(525,209,574,218)
bullet-icon-c11: ▰ xyxy=(935,540,943,549)
con-text-15: I, Virender Mundra S/o Panna Lal R/o 9, Tara Enclave, Circular Road Basant Avenue Amritsar-143001 Punjab India have changed my name to Virender Kumar xyxy=(935,703,1109,731)
pn-d-2-title: ਪਬਲਿਕ ਨੋਟਿਸ xyxy=(799,208,855,220)
nb-text-6: ਮੈਂ ਅਰਮਾਨ ਸਿੰਘ ਪੁੱਤਰ ਹਰਪਾਲ ਸਿੰਘ ਵਾਸੀ ਖੰਨਾ ਨੇ ਆਪਣਾ ਨਾਮ ਅਰਮਾਨ ਸਿੰਘ ਖੰਨਾ ਰੱਖ ਲਿਆ ਹੈ। xyxy=(1117,299,1291,316)
pn-6-body: ਮਿਸਲ ਨੰਬਰ: 21/ਈ.ਸੀ.-1 ਮਿਤੀ ਪੇਸ਼ੀ: 10-10-2024। ਦਰਖਾਸਤ ਮਿਤੀ 17-09-2025 ਅਨੁਸਾਰ ਵਸੀਕਾ ਨੰਬਰ 1786 ਸਬੰਧੀ ਇਤਰਾਜ਼ ਮੰਗੇ ਜਾਂਦੇ ਹਨ। xyxy=(319,751,510,768)
bd-item-3 xyxy=(1301,188,1474,205)
article-dateline-3: ਖਰੜ, 8 ਸਤੰਬਰ (ਬਲਜੀਤ ਸਿੰਘ)- xyxy=(6,1002,129,1012)
pn-d-3-subtitle: ਦਫ਼ਤਰ ਕੁਲੈਕਟਰ ਦਰਜਾ-ਦੋ-ਸਹਾਇਕ ਕੁਲੈਕਟਰ ਦਰਜਾ-1, ਅੰਮ੍ਰਿਤਸਰ-2 xyxy=(731,352,899,360)
bullet-icon-n2: ▰ xyxy=(1117,171,1127,180)
registration-bar-top xyxy=(0,0,1556,22)
article-headline-3: ਖਰਡ ਪ੍ਰਾਪਰਟੀ ਐਸੋਸੀਏਸ਼ਨ ਵੱਲੋਂ ਹੜ੍ਹ ਪੀੜਤਾਂ ਲਈ 11 ਲੱਖ ਰੁਪਏ ਦੀ ਸਹਾਇਤਾ xyxy=(6,784,289,819)
pn-d-4-date: ਮਿਤੀ: 28/08/2025 xyxy=(731,560,780,569)
bd-item-2 xyxy=(1301,163,1474,181)
cmyk-marks-bottom-left xyxy=(22,2364,44,2374)
con-item-2 xyxy=(935,180,1108,207)
bullet-icon-c9: ▰ xyxy=(935,472,943,481)
con-item-1 xyxy=(935,137,1108,173)
con-item-4 xyxy=(935,266,1108,302)
pn-1-title: ਪਬਲਿਕ ਨੋਟਿਸ xyxy=(387,86,443,97)
con-item-16 xyxy=(935,738,1108,766)
photo-credit-2 xyxy=(6,680,307,692)
bullet-icon-n8: ▰ xyxy=(1117,349,1126,357)
con-item-9 xyxy=(935,472,1108,499)
vehicle-name-change-body: ਮੈਂ ਗੁਰਪ੍ਰੀਤ ਸਿੰਘ ਪੁੱਤਰ ਬਲਵੰਤ ਸਿੰਘ, ਵਾਹਨ ਨੰਬਰ BR-1416-ਏਪੀ ਦੇ ਰਜਿਸਟ੍ਰੇਸ਼ਨ ਸਰਟੀਫਿਕੇਟ ਵਿੱਚ ਦਰਜ ਨਾਮ ਦੀ ਬਦਲੀ ਲਈ ਦਰਖਾਸਤ ਦਿੰਦਾ ਹਾਂ। ਚੈਸੀ ਨੰਬਰ 3003087257 (A-336) ਅਤੇ ਇੰਜਣ ਨੰਬਰ ਸਬੰਧੀ ਕਿਸੇ ਨੂੰ ਕੋਈ ਇਤਰਾਜ਼ ਹੋਵੇ ਤਾਂ ਸੰਪਰਕ ਕਰੇ। xyxy=(6,1377,137,1421)
bullet-icon-c5: ▰ xyxy=(935,309,944,317)
bsep-5 xyxy=(1301,268,1474,269)
bedakhli-mid-heading: ਬੇਦਖਲੀ ਨੋਟਿਸ xyxy=(1118,375,1291,394)
change-of-name-heading: CHANGE OF NAME xyxy=(935,115,1108,133)
pn-d-1-sign: ਸਹਾਇਕ ਕੁਲੈਕਟਰ ਦਰਜਾ-1 xyxy=(731,180,797,188)
news-column xyxy=(6,81,307,2355)
sep-10 xyxy=(935,537,1108,538)
bsep-3 xyxy=(1301,209,1474,210)
sub-registrar-sign: ਨੰਬਰ: 1784 xyxy=(143,1421,173,1429)
divider-pn5 xyxy=(525,381,717,382)
bullet-icon-c15: ▰ xyxy=(935,703,943,712)
credit-logo: ਪੰਜਾਬ ਟਾਈਮਜ਼ xyxy=(6,366,60,377)
nb-text-1: ਮੈਂ ਰਾਮ ਸਿੰਘ ਪੁੱਤਰ ਸੋਹਣ ਸਿੰਘ, ਵਾਸੀ ਪਿੰਡ ਲੱਖਾ, ਤਹਿਸੀਲ ਤੇ ਜ਼ਿਲ੍ਹਾ ਲੁਧਿਆਣਾ ਨੇ ਆਪਣਾ ਨਾਮ ਬਦਲ ਕੇ ਰਾਮ ਸਿੰਘ ਰੱਖ ਲਿਆ ਹੈ। ਸਬੰਧਤ ਨੋਟ ਕਰਨ। xyxy=(1117,138,1291,164)
nb-text-3: ਮੈਂ ਪਰਮਜੀਤ ਕੌਰ ਪਤਨੀ ਬਲਵੀਰ ਸਿੰਘ ਵਾਸੀ ਪਿੰਡ ਢੰਡੋਲੀ ਕਲਾਂ, ਤਹਿਸੀਲ ਫਿਲੌਰ ਨੇ ਆਪਣੇ ਨਾਬਾਲਗ ਪੁੱਤਰ ਦਾ ਨਾਮ ਬਦਲ ਕੇ ਰੱਖ ਲਿਆ ਹੈ। xyxy=(1117,205,1291,232)
credit-logo-3: ਪੰਜਾਬ ਟਾਈਮਜ਼ xyxy=(6,983,60,994)
nsep-5 xyxy=(1118,295,1291,296)
classified-banner-text: ਕਲਾਸੀਫਾਈਡ/ਇਸ਼ਤਿਹਾਰ xyxy=(1196,89,1314,102)
bullet-icon: ▰ xyxy=(6,1109,14,1117)
divider-d3 xyxy=(731,453,923,454)
bd-text-6: ਮੈਂ ਸ਼ਿੰਦਰ ਕੌਰ ਪਤਨੀ ਅਜੀਤ ਸਿੰਘ ਆਪਣੇ ਪੁੱਤਰ ਤੇ ਨੂੰਹ ਨੂੰ ਆਪਣੀ ਜਾਇਦਾਦ ਤੋਂ ਬੇਦਖਲ ਕਰਦੀ ਹਾਂ। xyxy=(1300,272,1474,289)
pn-2-item-1: ਮਿਸਲ ਨੰਬਰ: 1-9-2025 xyxy=(319,555,377,563)
pn-1-date: ਮਿਤੀ: 28/08/2025 xyxy=(319,261,368,270)
classified-banner-logo: ਪੰਜਾਬ ਟਾਈਮਜ਼ xyxy=(1095,86,1186,106)
cmyk-marks-bottom-right xyxy=(1512,2364,1534,2374)
credit-sep-icon: ◆ xyxy=(60,365,71,377)
pn-8-date: ਮਿਤੀ: 25/08/2025 xyxy=(525,603,574,612)
pn-d-1-body: ਮਿਸਲ ਨੰਬਰ: 22/ਈ.ਸੀ.-1 ਮਿਤੀ ਪੇਸ਼ੀ: 10-10-2024। ਦਰਖਾਸਤ ਮਿਤੀ 17-09-2025 ਅਨੁਸਾਰ ਵਸੀਕਾ ਨੰਬਰ 1786 ਸਬੰਧੀ ਇਤਰਾਜ਼ ਮੰਗੇ ਜਾਂਦੇ ਹਨ। xyxy=(731,128,923,145)
aam-soochna-heading: ਆਮ ਸੂਚਨਾ xyxy=(6,1297,137,1313)
pn-3-subtitle: ਦਫ਼ਤਰ ਕੁਲੈਕਟਰ ਦਰਜਾ-ਦੋ-ਸਹਾਇਕ ਕੁਲੈਕਟਰ ਦਰਜਾ-1, ਬਟਾਲਾ xyxy=(525,107,675,115)
bullet-icon-n3: ▰ xyxy=(1117,205,1127,214)
cmyk-c-br: C xyxy=(1513,2364,1522,2374)
cmyk-c-bl: C xyxy=(23,2364,30,2374)
pn-7-title: ਪਬਲਿਕ ਨੋਟਿਸ xyxy=(593,391,649,403)
con-item-17 xyxy=(935,772,1108,799)
divider-2 xyxy=(6,1261,137,1262)
con-text-10: I, Sunita Rani W/O Raj Bahadar r/o House Number 121 LIG Ward number 14,Housing Board colony Ferozepur City District Ferozepur have changed my Name to Sunita. xyxy=(935,506,1108,533)
con-text-13: I, Gagan w/o Navpreet Singh Walia R/o 1934-B 4-B JUJHAR AVENUE AIRPORT ROAD AMRITSAR Punjab have change my name to Gagan Walia after marriage xyxy=(935,626,1109,653)
pn-d-2-date: ਮਿਤੀ: 05/09/2025 xyxy=(731,281,780,289)
pn-d-3-date: ਮਿਤੀ: 25/08/2025 xyxy=(731,412,780,420)
vehicle-name-change-heading: ਵਹੀਕਲ ਡੋਕੂਮੈਂਟ ਨਾਮ ਦੀ ਬਦਲੀ xyxy=(6,1358,137,1374)
